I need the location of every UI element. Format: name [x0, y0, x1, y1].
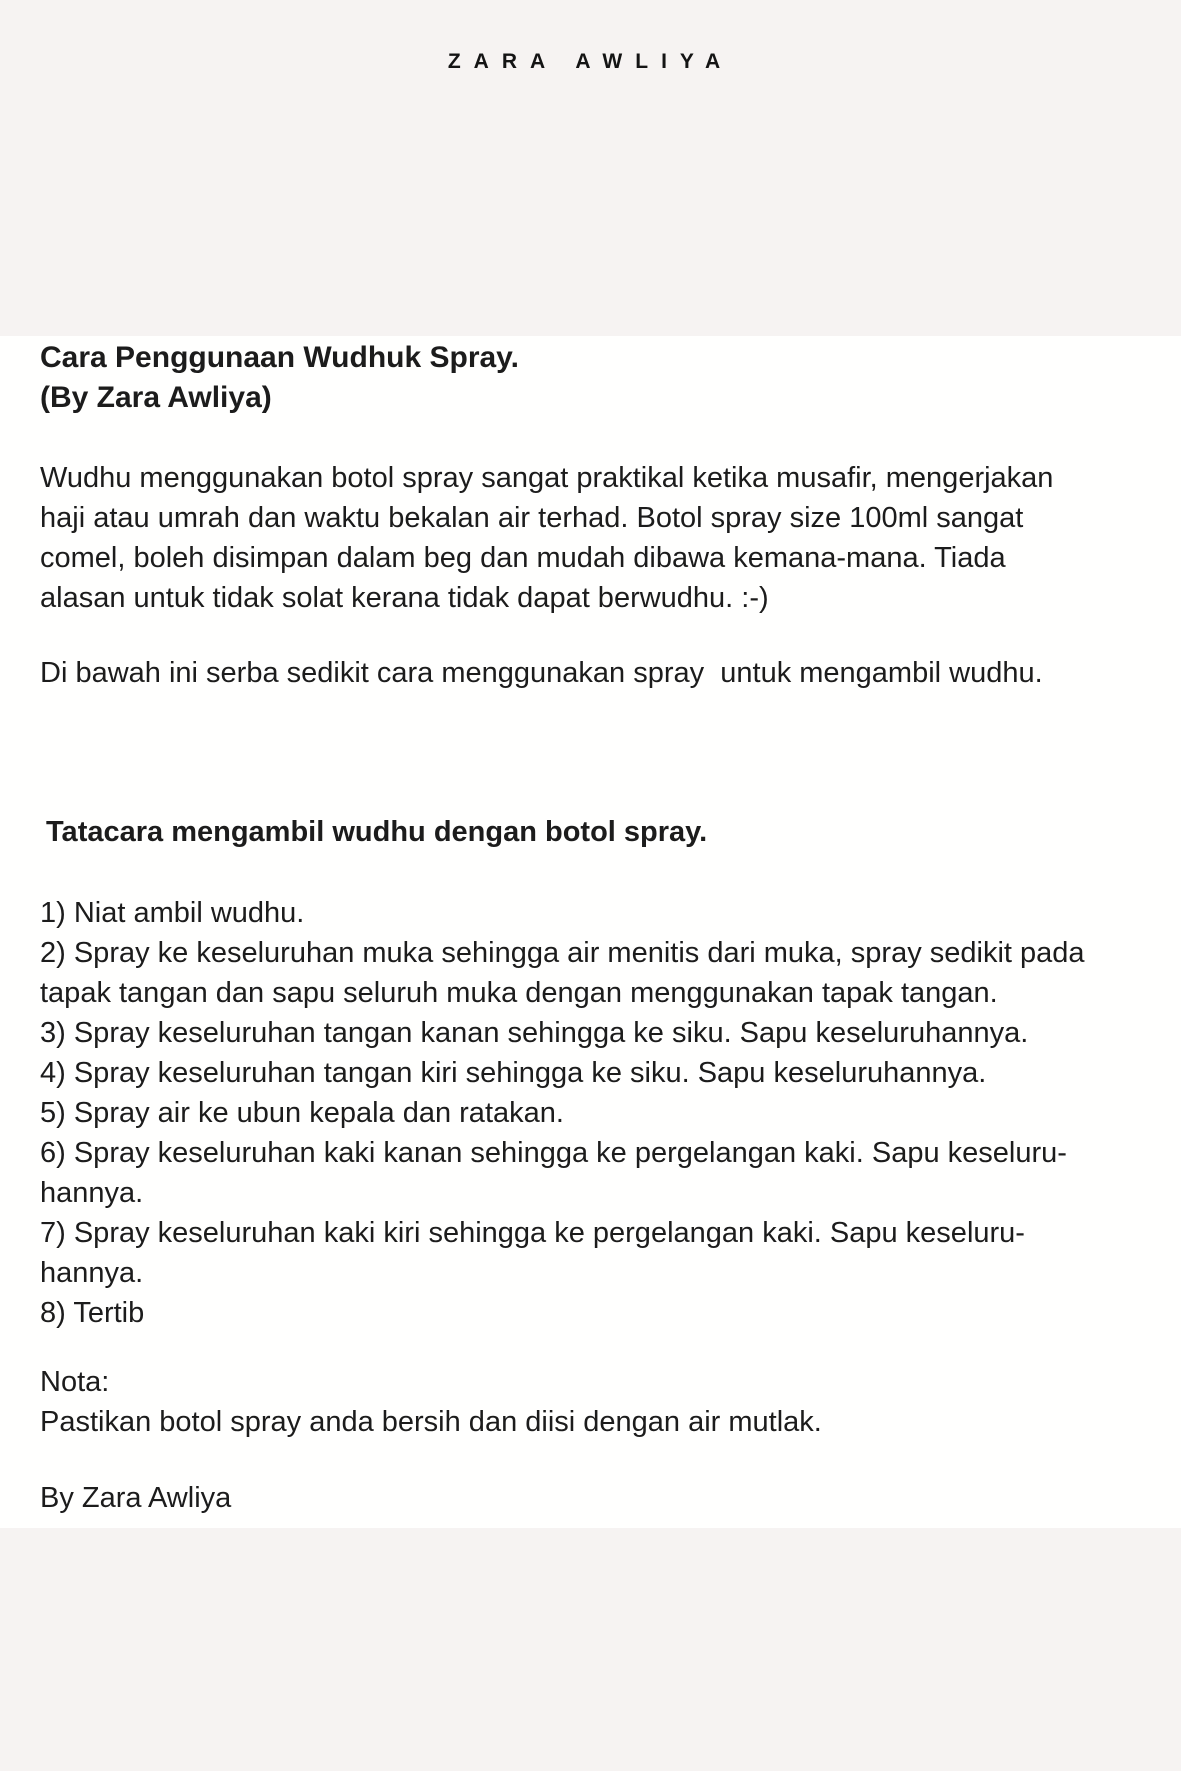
text-line: comel, boleh disimpan dalam beg dan mudah dibawa kemana-mana. Tiada [40, 542, 1006, 574]
text-line: 3) Spray keseluruhan tangan kanan sehingga ke siku. Sapu keseluruhannya. [40, 1017, 1029, 1049]
steps-list [40, 893, 1151, 1333]
text-line: Wudhu menggunakan botol spray sangat praktikal ketika musafir, mengerjakan [40, 462, 1054, 494]
title-line-2: (By Zara Awliya) [40, 381, 272, 414]
text-line: 8) Tertib [40, 1297, 145, 1329]
text-line: hannya. [40, 1177, 144, 1209]
text-line: 2) Spray ke keseluruhan muka sehingga air menitis dari muka, spray sedikit pada [40, 937, 1085, 969]
signature-text: By Zara Awliya [40, 1482, 232, 1514]
text-line: 6) Spray keseluruhan kaki kanan sehingga ke pergelangan kaki. Sapu keseluru- [40, 1137, 1067, 1169]
intro-second-line: Di bawah ini serba sedikit cara menggunakan spray untuk mengambil wudhu. [40, 657, 1043, 689]
text-line: tapak tangan dan sapu seluruh muka dengan menggunakan tapak tangan. [40, 977, 998, 1009]
text-line: 1) Niat ambil wudhu. [40, 897, 305, 929]
section-heading [46, 812, 1151, 852]
signature [40, 1478, 1151, 1518]
text-line: 5) Spray air ke ubun kepala dan ratakan. [40, 1097, 564, 1129]
nota-text: Pastikan botol spray anda bersih dan diisi dengan air mutlak. [40, 1406, 822, 1438]
section-heading-text: Tatacara mengambil wudhu dengan botol spray. [46, 816, 708, 848]
intro-second-paragraph [40, 653, 1151, 693]
nota-label: Nota: [40, 1366, 110, 1398]
document-title [40, 338, 1151, 418]
text-line: 7) Spray keseluruhan kaki kiri sehingga ke pergelangan kaki. Sapu keseluru- [40, 1217, 1025, 1249]
text-line: hannya. [40, 1257, 144, 1289]
text-line: alasan untuk tidak solat kerana tidak dapat berwudhu. :-) [40, 582, 769, 614]
nota-section [40, 1362, 1151, 1442]
text-line: haji atau umrah dan waktu bekalan air terhad. Botol spray size 100ml sangat [40, 502, 1024, 534]
text-line: 4) Spray keseluruhan tangan kiri sehingga ke siku. Sapu keseluruhannya. [40, 1057, 987, 1089]
title-line-1: Cara Penggunaan Wudhuk Spray. [40, 341, 519, 374]
brand-header: ZARA AWLIYA [447, 50, 734, 73]
intro-paragraph [40, 458, 1151, 618]
